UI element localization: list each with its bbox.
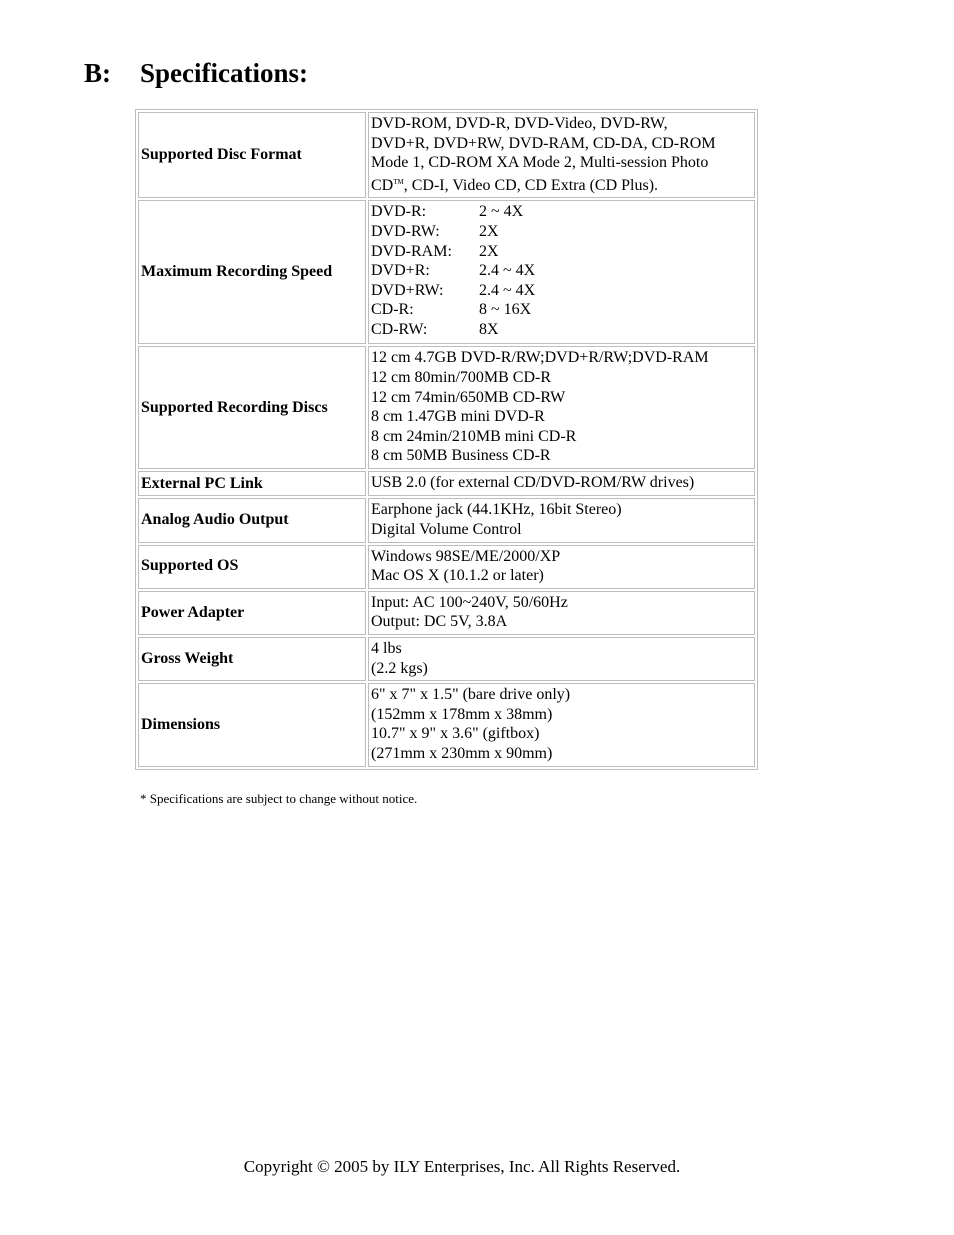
section-title: Specifications:	[140, 58, 308, 88]
value-line: Earphone jack (44.1KHz, 16bit Stereo)	[371, 501, 622, 519]
value-line: DVD+R, DVD+RW, DVD-RAM, CD-DA, CD-ROM	[371, 134, 716, 152]
disc-type: CD-R:	[371, 301, 414, 319]
speed-row	[371, 202, 752, 222]
spec-value-dimensions	[368, 683, 755, 767]
value-text: , CD-I, Video CD, CD Extra (CD Plus).	[403, 176, 659, 194]
value-text: CD	[371, 176, 394, 194]
value-line: 4 lbs	[371, 639, 402, 657]
value-line: (271mm x 230mm x 90mm)	[371, 744, 553, 762]
table-row	[138, 683, 755, 767]
disc-type: DVD-RW:	[371, 222, 440, 240]
speed-value: 2 ~ 4X	[479, 203, 524, 221]
value-line: 12 cm 4.7GB DVD-R/RW;DVD+R/RW;DVD-RAM	[371, 349, 709, 367]
speed-value: 2X	[479, 242, 499, 260]
disc-type: DVD+RW:	[371, 281, 444, 299]
spec-value-pc-link	[368, 471, 755, 496]
table-row	[138, 498, 755, 542]
spec-value-weight	[368, 637, 755, 681]
table-row	[138, 591, 755, 635]
value-line: Mode 1, CD-ROM XA Mode 2, Multi-session Photo	[371, 154, 709, 172]
value-line: Digital Volume Control	[371, 520, 522, 538]
value-line: Output: DC 5V, 3.8A	[371, 613, 508, 631]
trademark-mark: TM	[393, 177, 404, 186]
speed-value: 2.4 ~ 4X	[479, 262, 536, 280]
value-line: 12 cm 74min/650MB CD-RW	[371, 388, 566, 406]
specifications-table	[135, 109, 758, 770]
speed-value: 2X	[479, 222, 499, 240]
spec-label-recording-speed: Maximum Recording Speed	[138, 200, 366, 344]
section-heading	[84, 56, 308, 90]
value-line: 8 cm 1.47GB mini DVD-R	[371, 408, 545, 426]
spec-value-audio-output	[368, 498, 755, 542]
spec-value-power	[368, 591, 755, 635]
spec-label-os: Supported OS	[138, 545, 366, 589]
table-row	[138, 112, 755, 198]
copyright-notice: Copyright © 2005 by ILY Enterprises, Inc. All Rights Reserved.	[243, 1157, 681, 1176]
spec-label-weight: Gross Weight	[138, 637, 366, 681]
value-line: (152mm x 178mm x 38mm)	[371, 705, 553, 723]
spec-label-power: Power Adapter	[138, 591, 366, 635]
speed-row	[371, 320, 752, 340]
value-line: 10.7" x 9" x 3.6" (giftbox)	[371, 725, 540, 743]
speed-row	[371, 261, 752, 281]
table-row	[138, 637, 755, 681]
value-line: Input: AC 100~240V, 50/60Hz	[371, 593, 568, 611]
spec-value-recording-discs	[368, 346, 755, 469]
disc-type: DVD-RAM:	[371, 242, 452, 260]
speed-value: 8X	[479, 320, 499, 338]
spec-label-pc-link: External PC Link	[138, 471, 366, 496]
spec-label-recording-discs: Supported Recording Discs	[138, 346, 366, 469]
value-line: 6" x 7" x 1.5" (bare drive only)	[371, 686, 571, 704]
value-line: (2.2 kgs)	[371, 659, 428, 677]
value-line: USB 2.0 (for external CD/DVD-ROM/RW drives)	[371, 474, 695, 492]
spec-value-recording-speed	[368, 200, 755, 344]
table-row	[138, 200, 755, 344]
spec-label-dimensions: Dimensions	[138, 683, 366, 767]
section-letter: B:	[84, 58, 111, 88]
footnote: * Specifications are subject to change without notice.	[140, 791, 418, 806]
table-row	[138, 545, 755, 589]
spec-label-audio-output: Analog Audio Output	[138, 498, 366, 542]
spec-value-disc-format	[368, 112, 755, 198]
spec-value-os	[368, 545, 755, 589]
value-line: DVD-ROM, DVD-R, DVD-Video, DVD-RW,	[371, 115, 668, 132]
speed-value: 2.4 ~ 4X	[479, 281, 536, 299]
value-line: 8 cm 50MB Business CD-R	[371, 447, 551, 465]
table-row	[138, 471, 755, 496]
value-line: Mac OS X (10.1.2 or later)	[371, 567, 544, 585]
speed-row	[371, 242, 752, 262]
value-line: Windows 98SE/ME/2000/XP	[371, 547, 561, 565]
disc-type: CD-RW:	[371, 320, 428, 338]
speed-row	[371, 300, 752, 320]
speed-row	[371, 222, 752, 242]
value-line: 12 cm 80min/700MB CD-R	[371, 368, 552, 386]
speed-value: 8 ~ 16X	[479, 301, 532, 319]
value-line	[371, 173, 752, 196]
value-line: 8 cm 24min/210MB mini CD-R	[371, 427, 577, 445]
disc-type: DVD+R:	[371, 262, 430, 280]
speed-row	[371, 281, 752, 301]
spec-label-disc-format: Supported Disc Format	[138, 112, 366, 198]
table-row	[138, 346, 755, 469]
disc-type: DVD-R:	[371, 203, 427, 221]
